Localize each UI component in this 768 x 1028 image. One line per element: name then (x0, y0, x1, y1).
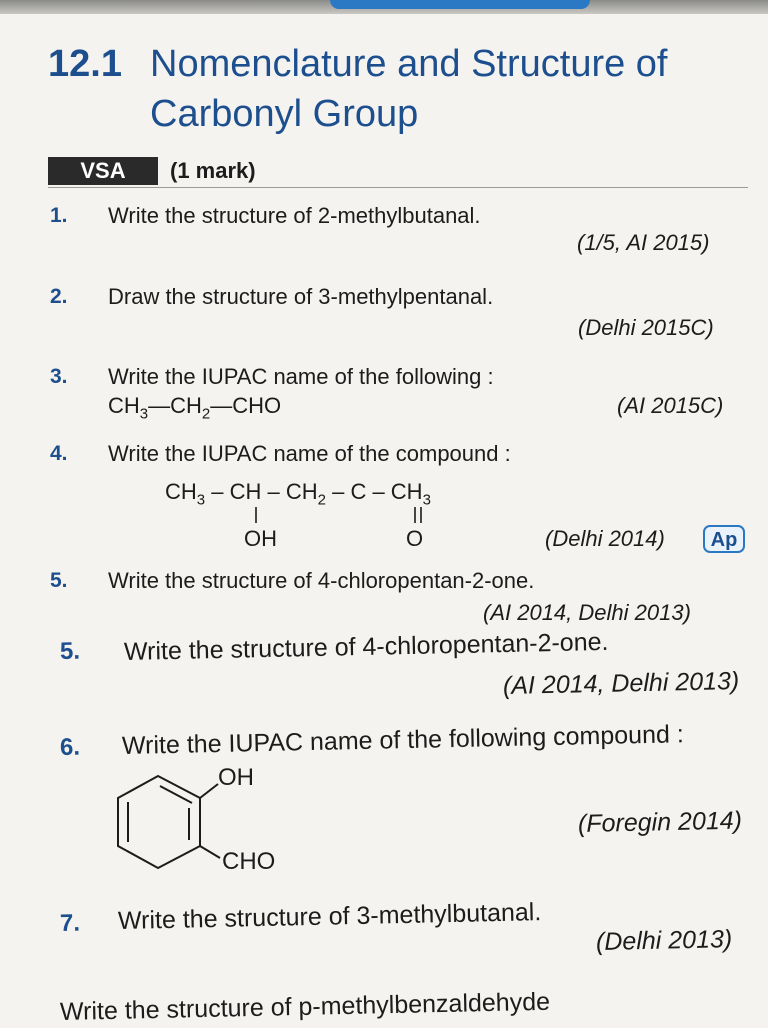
question-text: Draw the structure of 3-methylpentanal. (108, 284, 494, 309)
question-number: 5. (50, 569, 68, 592)
question-source: (AI 2015C) (617, 393, 724, 418)
question-source: (Delhi 2015C) (578, 315, 714, 340)
question-number: 7. (59, 909, 81, 937)
formula-q4-chain: $CH_3$ – CH – $CH_2$ – C – $CH_3$ (165, 479, 431, 509)
vsa-badge: VSA (48, 157, 158, 185)
question-number: 5. (59, 637, 81, 665)
question-text: Write the structure of 2-methylbutanal. (108, 203, 481, 228)
vsa-header (48, 157, 748, 188)
question-text: Write the IUPAC name of the following : (108, 364, 494, 389)
section-number: 12.1 (48, 43, 122, 85)
question-number: 1. (50, 204, 68, 227)
question-text: Write the IUPAC name of the following compound : (121, 720, 685, 760)
question-source: (AI 2014, Delhi 2013) (483, 600, 691, 625)
benzene-ring-structure (110, 770, 230, 875)
vsa-marks-label: (1 mark) (170, 158, 256, 183)
structure-label-oh: OH (218, 764, 254, 791)
question-text: Write the structure of 3-methylbutanal. (117, 898, 542, 935)
question-source: (Foregin 2014) (577, 806, 743, 838)
section-title-line1: Nomenclature and Structure of (150, 43, 668, 85)
question-source: (1/5, AI 2015) (577, 230, 710, 255)
question-text: Write the IUPAC name of the compound : (108, 441, 511, 466)
question-number: 4. (50, 442, 68, 465)
question-number: 6. (59, 733, 81, 761)
question-text: Write the structure of 4-chloropentan-2-one. (123, 627, 609, 666)
formula-q4-oxygen: O (406, 526, 424, 551)
question-number: 3. (50, 365, 68, 388)
cut-off-question-text: Write the structure of p-methylbenzaldehyde (59, 987, 551, 1026)
structure-label-cho: CHO (222, 848, 276, 875)
formula-q4-oh: OH (244, 526, 277, 551)
question-source: (Delhi 2014) (545, 526, 665, 551)
formula-q3: $CH_3—CH_2—CHO$ (108, 393, 282, 423)
question-text: Write the structure of 4-chloropentan-2-one. (108, 568, 535, 593)
question-number: 2. (50, 285, 68, 308)
question-source: (Delhi 2013) (595, 925, 733, 956)
page-top-edge (0, 0, 768, 14)
formula-q4-bonds (240, 505, 430, 527)
header-tab-decoration (330, 0, 590, 9)
application-badge: Ap (703, 525, 745, 553)
question-source: (AI 2014, Delhi 2013) (502, 667, 740, 700)
section-title-line2: Carbonyl Group (150, 93, 419, 135)
